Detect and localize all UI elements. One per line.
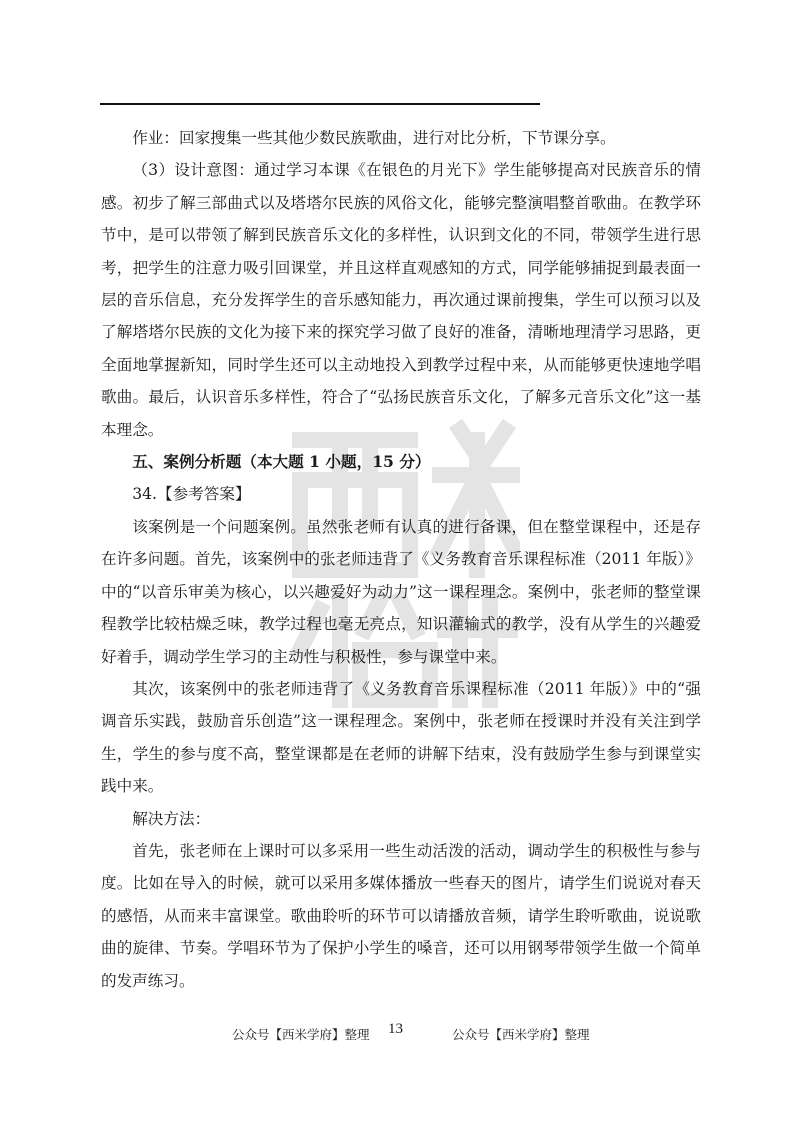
case-paragraph-2: 其次，该案例中的张老师违背了《义务教育音乐课程标准（2011 年版）》中的“强调音乐实践，鼓励音乐创造”这一课程理念。案例中，张老师在授课时并没有关注到学生，学生的参与度不高，整堂课都是在老师的讲解下结束，没有鼓励学生参与到课堂实践中来。 bbox=[101, 679, 701, 796]
homework-paragraph: 作业：回家搜集一些其他少数民族歌曲，进行对比分析，下节课分享。 bbox=[132, 129, 616, 147]
footer-credit-left: 公众号【西米学府】整理 bbox=[232, 1027, 370, 1042]
solution-paragraph-1: 首先，张老师在上课时可以多采用一些生动活泼的活动，调动学生的积极性与参与度。比如在导入的时候，就可以采用多媒体播放一些春天的图片，请学生们说说对春天的感悟，从而来丰富课堂。歌曲聆听的环节可以请播放音频，请学生聆听歌曲，说说歌曲的旋律、节奏。学唱环节为了保护小学生的嗓音，还可以用钢琴带领学生做一个简单的发声练习。 bbox=[101, 841, 701, 990]
section-heading: 五、案例分析题（本大题 1 小题，15 分） bbox=[132, 452, 431, 472]
solution-label: 解决方法： bbox=[132, 809, 211, 828]
footer-credit-right: 公众号【西米学府】整理 bbox=[452, 1027, 590, 1042]
page-footer bbox=[0, 1021, 800, 1045]
page-number: 13 bbox=[388, 1021, 403, 1037]
header-rule bbox=[100, 103, 540, 105]
case-paragraph-1: 该案例是一个问题案例。虽然张老师有认真的进行备课，但在整堂课程中，还是存在许多问题。首先，该案例中的张老师违背了《义务教育音乐课程标准（2011 年版）》中的“以音乐审美为核心，以兴趣爱好为动力”这一课程理念。案例中，张老师的整堂课程教学比较枯燥乏味，教学过程也毫无亮点，知识灌输式的教学，没有从学生的兴趣爱好着手，调动学生学习的主动性与积极性，参与课堂中来。 bbox=[101, 517, 701, 666]
design-intent-paragraph: （3）设计意图：通过学习本课《在银色的月光下》学生能够提高对民族音乐的情感。初步了解三部曲式以及塔塔尔民族的风俗文化，能够完整演唱整首歌曲。在教学环节中，是可以带领了解到民族音乐文化的多样性，认识到文化的不同，带领学生进行思考，把学生的注意力吸引回课堂，并且这样直观感知的方式，同学能够捕捉到最表面一层的音乐信息，充分发挥学生的音乐感知能力，再次通过课前搜集，学生可以预习以及了解塔塔尔民族的文化为接下来的探究学习做了良好的准备，清晰地理清学习思路，更全面地掌握新知，同时学生还可以主动地投入到教学过程中来，从而能够更快速地学唱歌曲。最后，认识音乐多样性，符合了“弘扬民族音乐文化，了解多元音乐文化”这一基本理念。 bbox=[101, 161, 701, 439]
document-body bbox=[101, 122, 701, 997]
answer-label: 34.【参考答案】 bbox=[132, 485, 251, 504]
